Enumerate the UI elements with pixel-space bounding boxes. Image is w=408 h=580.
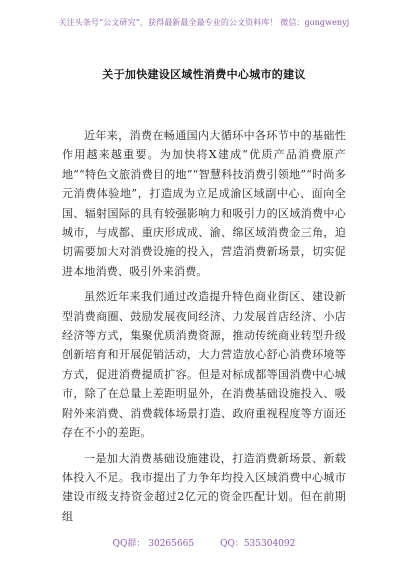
footer-contact [0, 536, 408, 549]
header-promo-note: 关注头条号“公文研究”，获得最新最全最专业的公文资料库！ 微信：gongwenyj [58, 18, 350, 27]
footer-qq-group: QQ群： 30265665 [112, 539, 195, 549]
footer-qq: QQ：535304092 [220, 539, 296, 549]
paragraph: 一是加大消费基础设施建设，打造消费新场景、新载体投入不足。我市提出了力争年均投入区域消费中心城市建设市级支持资金超过2亿元的资金匹配计划。但在前期组 [62, 451, 346, 523]
paragraph: 近年来，消费在畅通国内大循环中各环节中的基础性作用越来越重要。为加快将X建成“优质产品消费原产地”“特色文旅消费目的地”“智慧科技消费引领地”“时尚多元消费体验地”，打造成为立足成渝区域副中心、面向全国、辐射国际的具有较强影响力和吸引力的区域消费中心城市，与成都、重庆形成成、渝、绵区域消费金三角，迫切需要加大对消费设施的投入，营造消费新场景，切实促进本地消费、吸引外来消费。 [62, 129, 346, 278]
document-title: 关于加快建设区域性消费中心城市的建议 [102, 68, 306, 81]
document-body [62, 126, 346, 526]
paragraph: 虽然近年来我们通过改造提升特色商业街区、建设新型消费商圈、鼓励发展夜间经济、力发展首店经济、小店经济等方式，集聚优质消费资源，推动传统商业转型升级创新培育和开展促销活动，大力营造放心舒心消费环境等方式，促进消费提质扩容。但是对标成都等国消费中心城市，除了在总量上差距明显外，在消费基础设施投入、吸附外来消费、消费载体场景打造、政府重视程度等方面还存在不小的差距。 [62, 290, 346, 440]
